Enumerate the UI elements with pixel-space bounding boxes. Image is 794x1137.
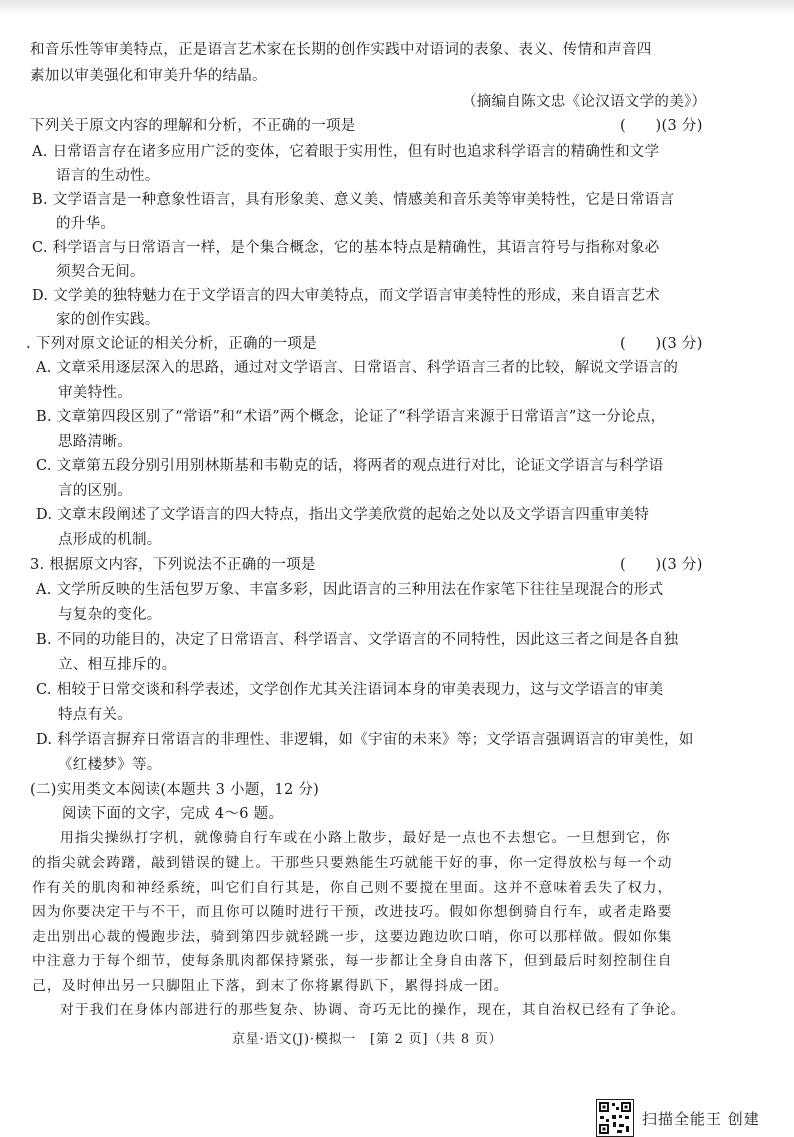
q2-option-d-cont: 点形成的机制。 (58, 532, 162, 548)
q3-option-b-cont: 立、相互排斥的。 (58, 657, 177, 673)
q1-option-d: D. 文学美的独特魅力在于文学语言的四大审美特点，而文学语言审美特性的形成，来自语言艺术 (32, 288, 661, 304)
q1-option-b-cont: 的升华。 (56, 216, 116, 232)
q2-option-c-cont: 言的区别。 (58, 483, 132, 499)
citation: （摘编自陈文忠《论汉语文学的美》） (462, 94, 707, 110)
watermark-text: 扫描全能王 创建 (642, 1109, 760, 1128)
q2-option-d: D. 文章末段阐述了文学语言的四大特点，指出文学美欣赏的起始之处以及文学语言四重审美特 (36, 507, 650, 523)
q2-option-a-cont: 审美特性。 (58, 385, 132, 401)
q2-option-c: C. 文章第五段分别引用别林斯基和韦勒克的话，将两者的观点进行对比，论证文学语言与科学语 (36, 458, 664, 474)
q3-option-c-cont: 特点有关。 (58, 707, 132, 723)
q1-option-c: C. 科学语言与日常语言一样，是个集合概念，它的基本特点是精确性，其语言符号与指称对象必 (32, 240, 660, 256)
passage-line-4: 因为你要决定干与不干，而且你可以随时进行干预，改进技巧。假如你想倒骑自行车，或者走路要 (32, 904, 673, 920)
passage-line-3: 作有关的肌肉和神经系统，叫它们自行其是，你自己则不要搅在里面。这并不意味着丢失了权力， (32, 880, 673, 896)
passage-line-5: 走出别出心裁的慢跑步法，骑到第四步就轻跳一步，这要边跑边吹口哨，你可以那样做。假如你集 (32, 929, 673, 945)
q1-option-b: B. 文学语言是一种意象性语言，具有形象美、意义美、情感美和音乐美等审美特性，它是日常语言 (32, 192, 675, 208)
q3-stem: 3. 根据原文内容，下列说法不正确的一项是 (30, 557, 316, 573)
q1-score: ( )(3 分) (620, 118, 703, 134)
q3-option-c: C. 相较于日常交谈和科学表述，文学创作尤其关注语词本身的审美表现力，这与文学语言的审美 (36, 682, 664, 698)
intro-line-1: 和音乐性等审美特点，正是语言艺术家在长期的创作实践中对语词的表象、表义、传情和声音四 (30, 42, 652, 58)
passage-line-2: 的指尖就会踌躇，敲到错误的键上。干那些只要熟能生巧就能干好的事，你一定得放松与每一个动 (32, 855, 673, 871)
section-instruction: 阅读下面的文字，完成 4～6 题。 (62, 806, 284, 822)
scan-top-edge (0, 0, 794, 16)
q2-option-a: A. 文章采用逐层深入的思路，通过对文学语言、日常语言、科学语言三者的比较，解说文学语言的 (36, 360, 679, 376)
q3-option-d-cont: 《红楼梦》等。 (58, 757, 162, 773)
scanner-watermark (596, 1099, 760, 1137)
q1-option-a: A. 日常语言存在诸多应用广泛的变体，它着眼于实用性，但有时也追求科学语言的精确性和文学 (32, 144, 660, 160)
q2-stem: . 下列对原文论证的相关分析，正确的一项是 (26, 336, 318, 352)
q1-option-c-cont: 须契合无间。 (56, 264, 145, 280)
page-footer: 京星·语文(J)·模拟一 [第 2 页]（共 8 页） (232, 1032, 503, 1047)
passage-line-1: 用指尖操纵打字机，就像骑自行车或在小路上散步，最好是一点也不去想它。一旦想到它，你 (60, 830, 671, 846)
passage-line-7: 己，及时伸出另一只脚阻止下落，到末了你将累得趴下，累得抖成一团。 (32, 978, 509, 994)
q3-option-a-cont: 与复杂的变化。 (58, 607, 162, 623)
qr-code-icon (596, 1099, 634, 1137)
q2-option-b-cont: 思路清晰。 (58, 434, 132, 450)
q1-option-d-cont: 家的创作实践。 (56, 312, 160, 328)
passage-line-6: 中注意力于每个细节，使每条肌肉都保持紧张，每一步都让全身自由落下，但到最后时刻控制住自 (32, 953, 673, 969)
q3-option-b: B. 不同的功能目的，决定了日常语言、科学语言、文学语言的不同特性，因此这三者之间是各自独 (36, 632, 679, 648)
q1-option-a-cont: 语言的生动性。 (56, 168, 160, 184)
q3-option-a: A. 文学所反映的生活包罗万象、丰富多彩，因此语言的三种用法在作家笔下往往呈现混合的形式 (36, 582, 664, 598)
q2-option-b: B. 文章第四段区别了“常语”和“术语”两个概念，论证了“科学语言来源于日常语言”这一分论点， (36, 409, 666, 425)
section-title: (二)实用类文本阅读(本题共 3 小题，12 分) (30, 782, 320, 798)
q3-option-d: D. 科学语言摒弃日常语言的非理性、非逻辑，如《宇宙的未来》等；文学语言强调语言的审美性，如 (36, 732, 694, 748)
intro-line-2: 素加以审美强化和审美升华的结晶。 (30, 68, 267, 84)
q3-score: ( )(3 分) (620, 557, 703, 573)
passage-line-8: 对于我们在身体内部进行的那些复杂、协调、奇巧无比的操作，现在，其自治权已经有了争论。 (60, 1002, 686, 1018)
q2-score: ( )(3 分) (620, 336, 703, 352)
q1-stem: 下列关于原文内容的理解和分析，不正确的一项是 (30, 118, 356, 134)
